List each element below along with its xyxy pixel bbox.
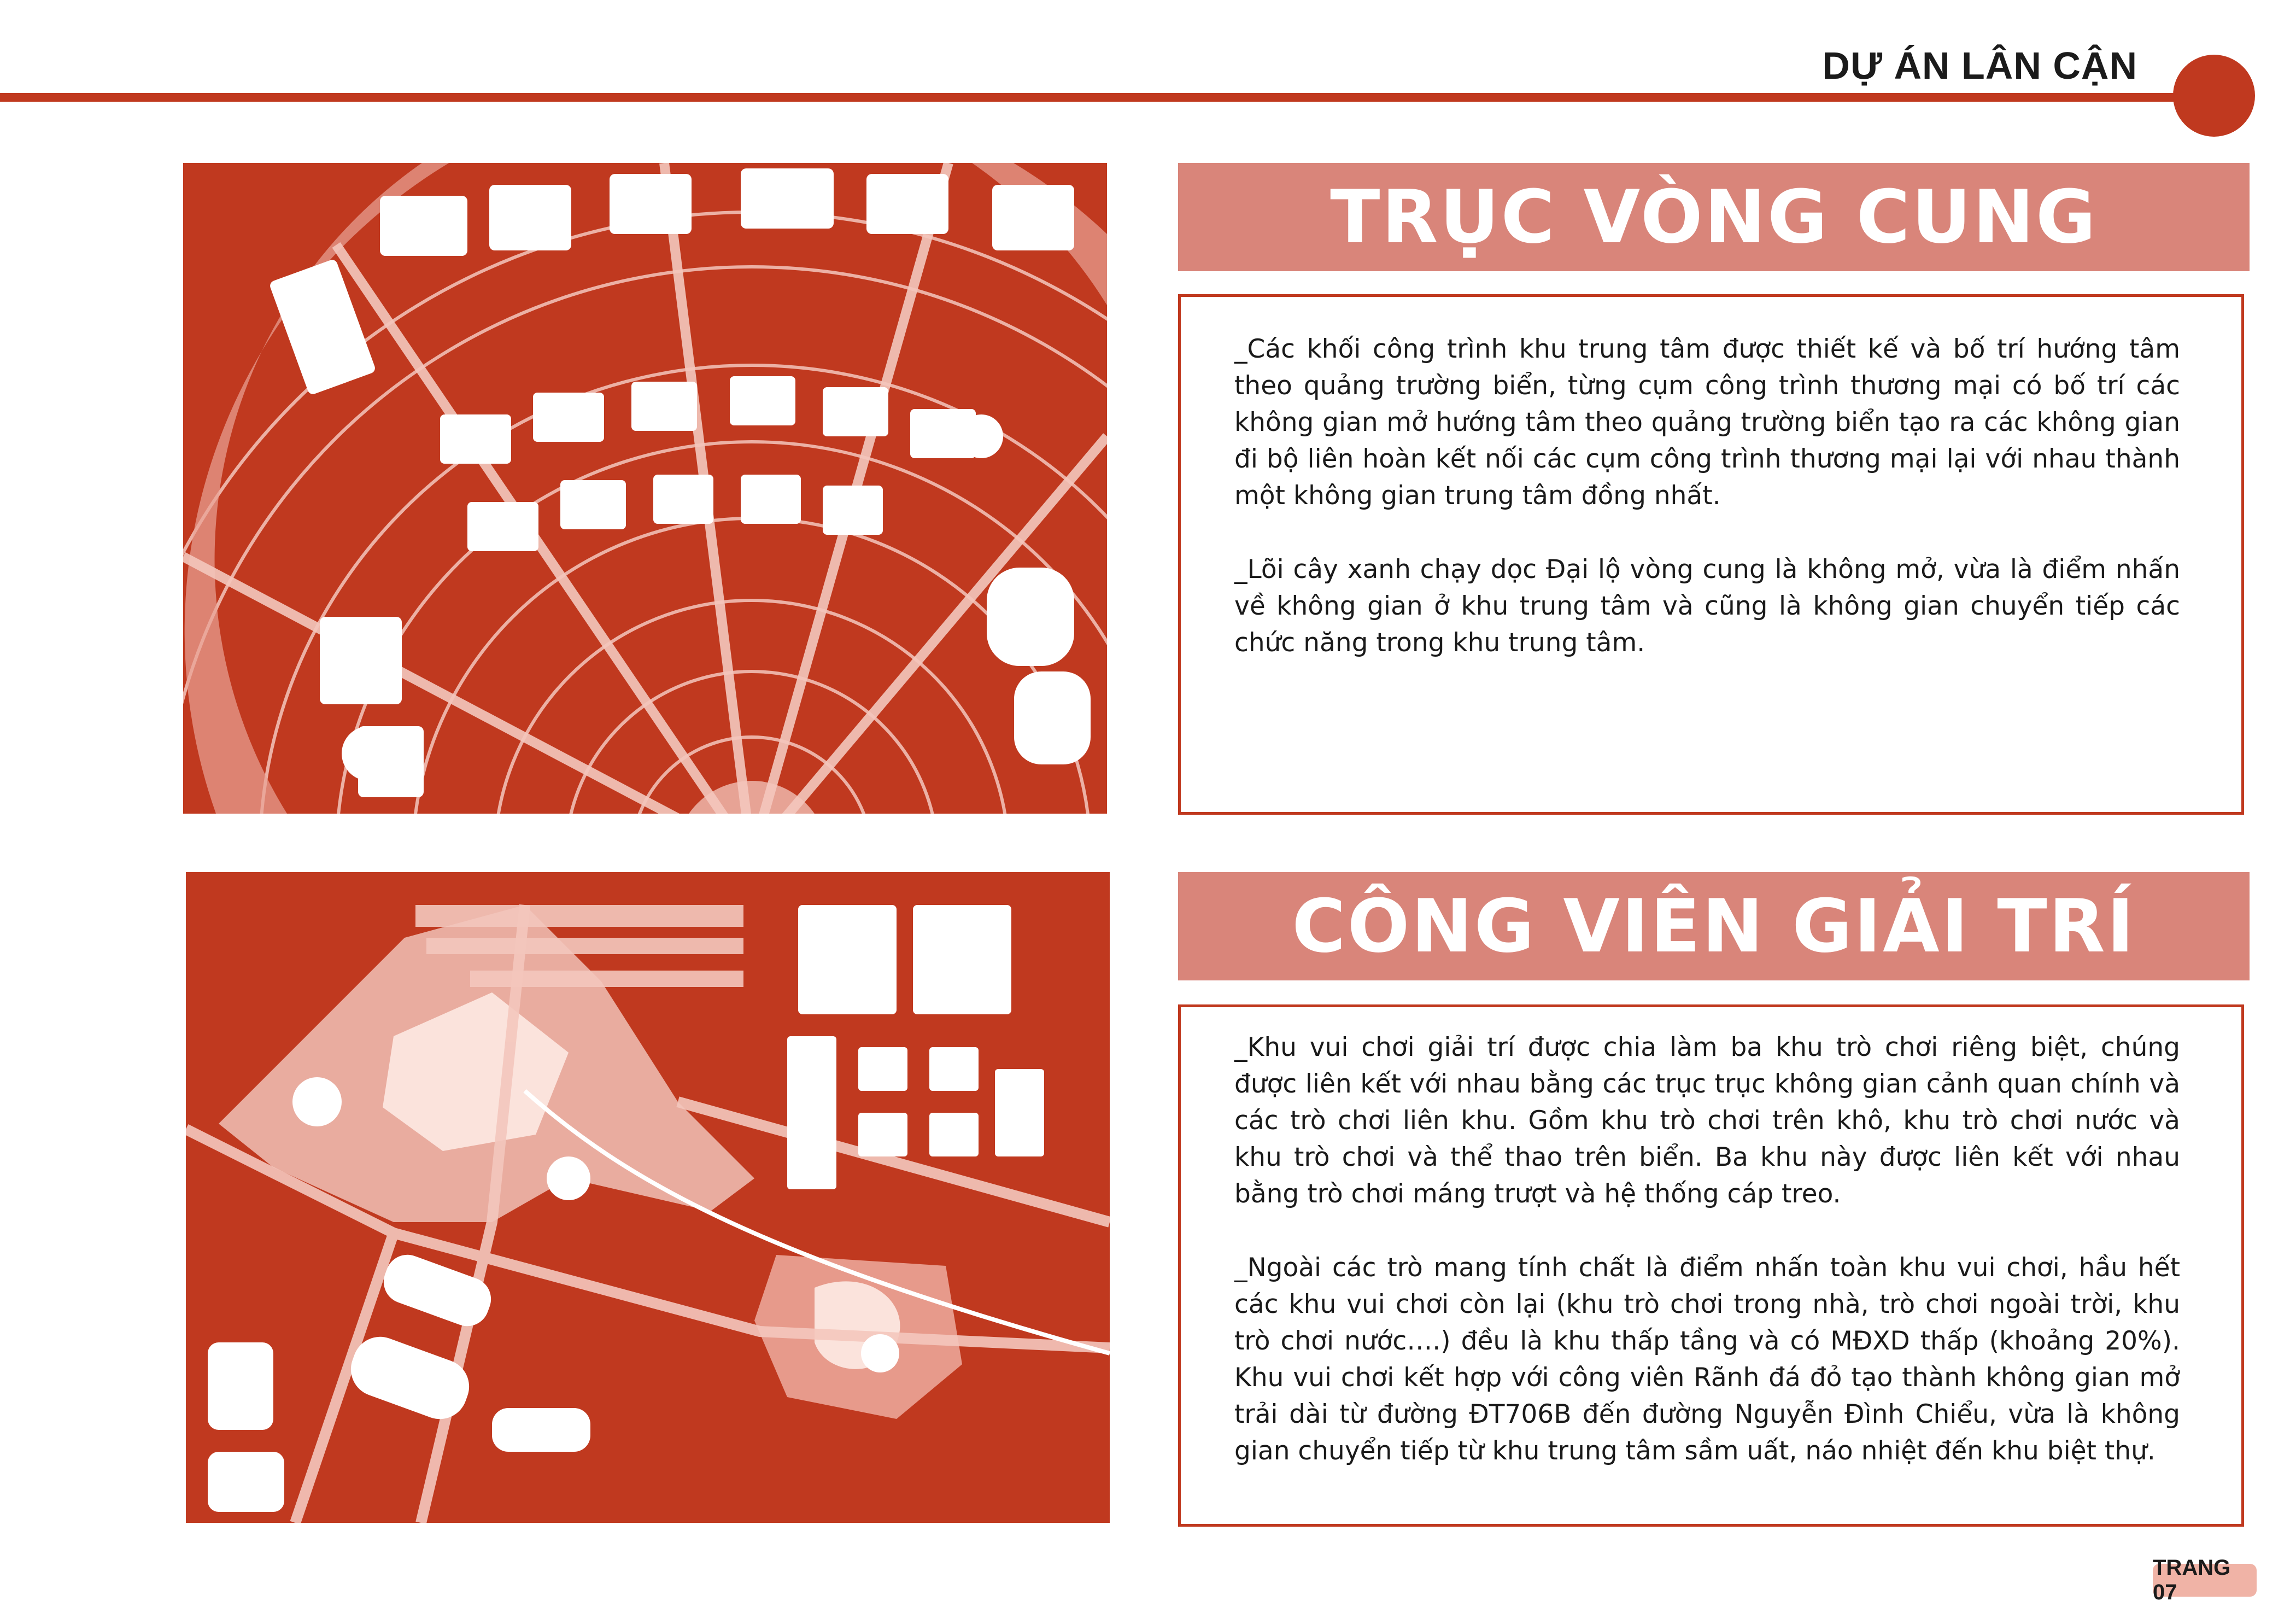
header-circle-decoration (2173, 55, 2255, 137)
section-text-box (1178, 1004, 2244, 1527)
section-heading-amusement-park: CÔNG VIÊN GIẢI TRÍ (1292, 884, 2136, 969)
section-paragraph: _Lõi cây xanh chạy dọc Đại lộ vòng cung là không mở, vừa là điểm nhấn về không gian ở khu trung tâm và cũng là không gian chuyển tiếp các chức năng trong khu trung tâm. (1234, 554, 2180, 658)
section-text-box (1178, 294, 2244, 815)
section-paragraph: _Khu vui chơi giải trí được chia làm ba khu trò chơi riêng biệt, chúng được liên kết với nhau bằng các trục trục không gian cảnh quan chính và các trò chơi liên khu. Gồm khu trò chơi trên khô, khu trò chơi nước và khu trò chơi và thể thao trên biển. Ba khu này được liên kết với nhau bằng trò chơi máng trượt và hệ thống cáp treo. (1234, 1032, 2180, 1209)
page-number-badge: TRANG 07 (2153, 1564, 2257, 1597)
header-rule (0, 93, 2176, 102)
section-heading-banner (1178, 872, 2250, 980)
page-header-title: DỰ ÁN LÂN CẬN (1822, 44, 2137, 87)
section-heading-arc-axis: TRỤC VÒNG CUNG (1330, 174, 2098, 260)
section-heading-banner (1178, 163, 2250, 271)
section-paragraph: _Các khối công trình khu trung tâm được thiết kế và bố trí hướng tâm theo quảng trường biển, từng cụm công trình thương mại có bố trí các không gian mở hướng tâm theo quảng trường biển tạo ra các không gian đi bộ liên hoàn kết nối các cụm công trình thương mại lại với nhau thành một không gian trung tâm đồng nhất. (1234, 334, 2180, 511)
amusement-park-site-plan-image (186, 872, 1110, 1523)
section-paragraph: _Ngoài các trò mang tính chất là điểm nhấn toàn khu vui chơi, hầu hết các khu vui chơi còn lại (khu trò chơi trong nhà, trò chơi ngoài trời, khu trò chơi nước….) đều là khu thấp tầng và có MĐXD thấp (khoảng 20%). Khu vui chơi kết hợp với công viên Rãnh đá đỏ tạo thành không gian mở trải dài từ đường ĐT706B đến đường Nguyễn Đình Chiểu, vừa là không gian chuyển tiếp từ khu trung tâm sầm uất, náo nhiệt đến khu biệt thự. (1234, 1253, 2180, 1466)
arc-axis-site-plan-image (183, 163, 1107, 814)
